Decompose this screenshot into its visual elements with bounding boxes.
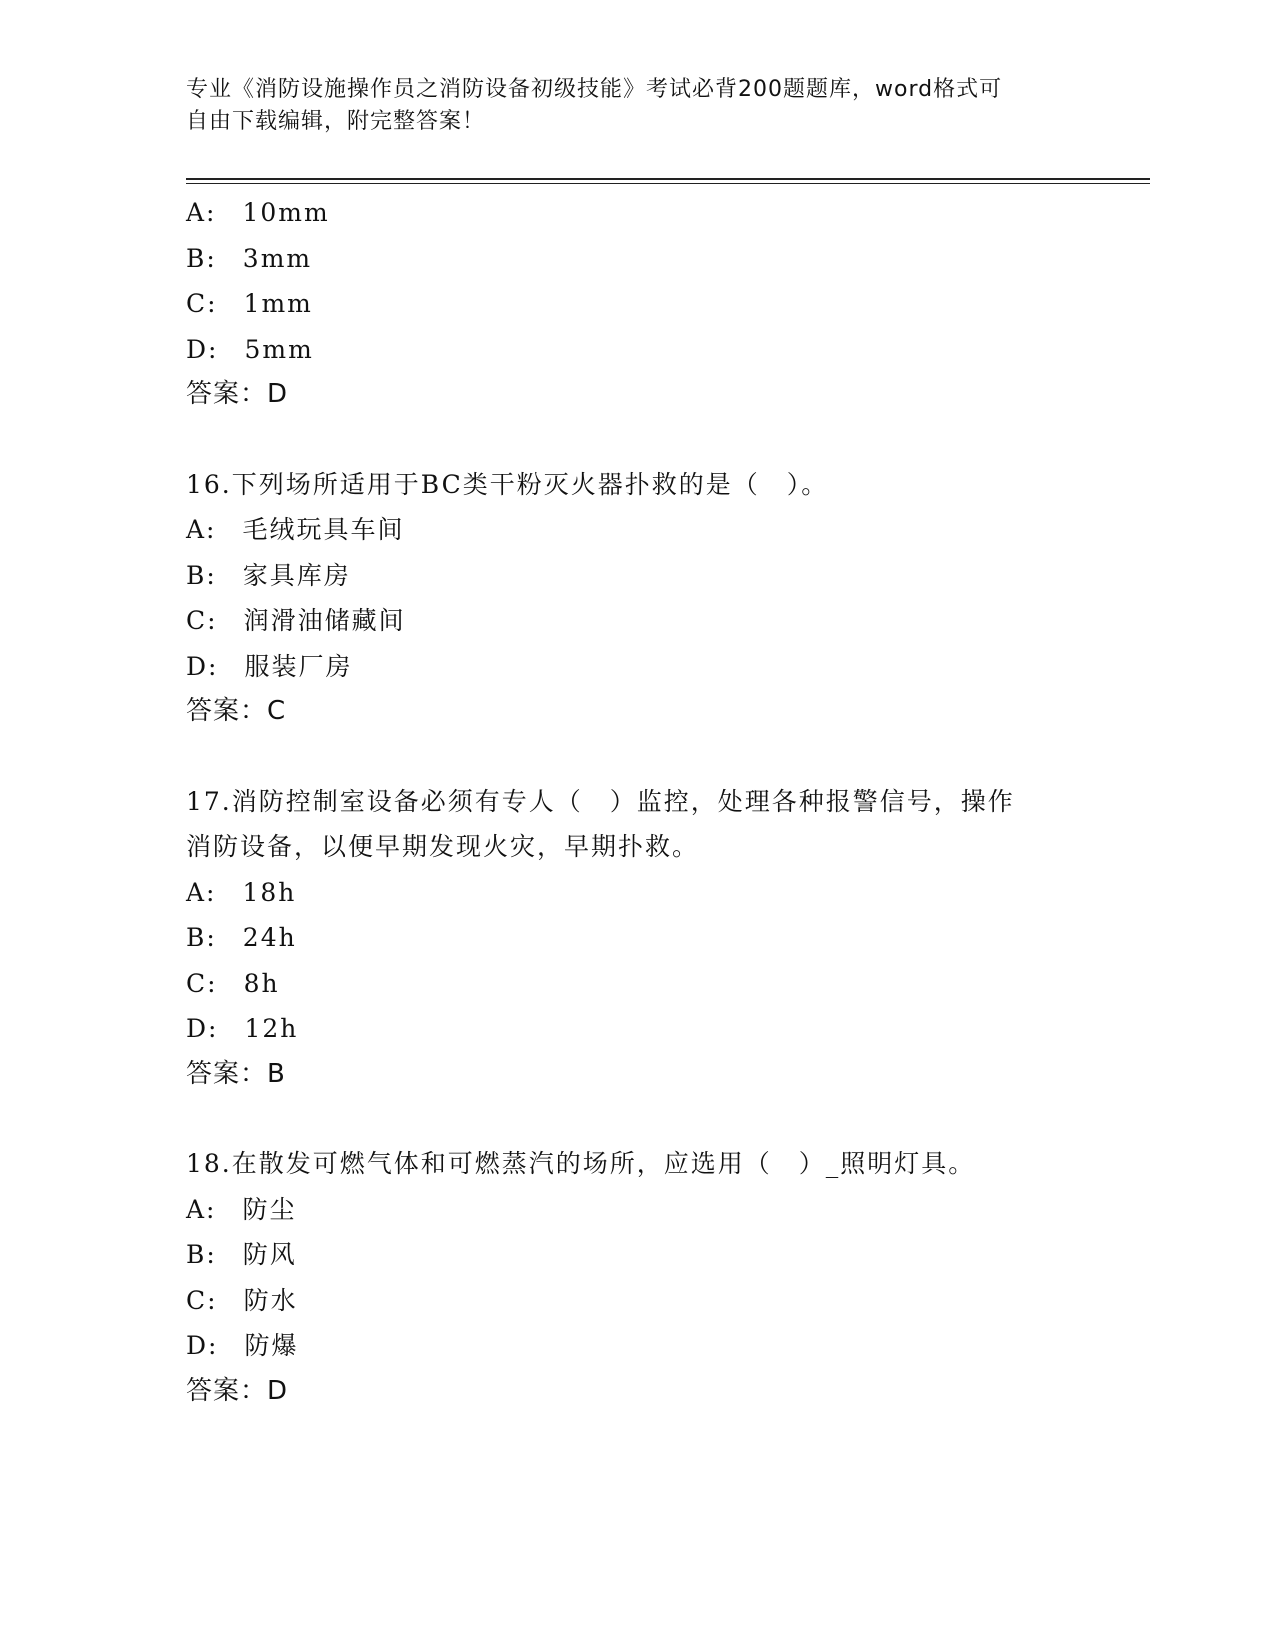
option-letter: D: [186,1331,219,1360]
question-block-18 [186,1141,1086,1414]
question-stem-line-2: 消防设备，以便早期发现火灾，早期扑救。 [186,832,700,861]
option-row-a [186,507,1086,553]
option-letter: C: [186,606,218,635]
answer-line: 答案：C [186,696,287,726]
option-row-c [186,281,1086,327]
option-letter: C: [186,968,218,998]
option-text: 12h [244,1014,299,1043]
option-text: 防水 [243,1285,298,1315]
header-title-line-2: 自由下载编辑，附完整答案！ [186,109,486,134]
option-letter: D: [186,334,219,364]
document-header [186,74,1086,138]
option-row-b [186,553,1086,599]
option-letter: C: [186,289,218,318]
question-stem: 16.下列场所适用于BC类干粉灭火器扑救的是（ ）。 [186,469,829,499]
answer-line: 答案：B [186,1058,286,1089]
option-text: 10mm [242,198,330,227]
option-text: 润滑油储藏间 [243,606,406,635]
header-title-line-1: 专业《消防设施操作员之消防设备初级技能》考试必背200题题库，word格式可 [186,77,1003,102]
question-block-15 [186,190,1086,418]
header-divider-thick [186,178,1150,180]
option-letter: B: [186,923,217,952]
answer-line: 答案：D [186,1375,289,1406]
option-letter: D: [186,1014,219,1043]
option-text: 1mm [243,289,313,318]
option-text: 防爆 [244,1331,299,1360]
option-letter: B: [186,243,217,273]
option-letter: B: [186,560,217,590]
option-row-b [186,236,1086,282]
question-stem-line-1: 17.消防控制室设备必须有专人（ ）监控，处理各种报警信号，操作 [186,786,1015,816]
header-divider-thin [186,183,1150,184]
option-row-d [186,1323,1086,1369]
option-letter: A: [186,877,217,907]
option-letter: A: [186,515,217,544]
question-list [186,190,1086,1414]
option-text: 5mm [244,334,314,364]
option-letter: C: [186,1285,218,1315]
option-text: 8h [243,968,280,998]
question-stem: 18.在散发可燃气体和可燃蒸汽的场所，应选用（ ）_照明灯具。 [186,1149,976,1178]
option-row-d [186,644,1086,690]
option-row-c [186,598,1086,644]
option-letter: B: [186,1240,217,1269]
option-row-a [186,1187,1086,1233]
option-row-b [186,1232,1086,1278]
answer-line: 答案：D [186,379,289,409]
option-text: 24h [242,923,297,952]
option-text: 3mm [242,243,313,273]
question-block-16 [186,462,1086,735]
option-letter: D: [186,651,219,681]
option-row-c [186,961,1086,1007]
option-row-d [186,1006,1086,1052]
option-row-d [186,327,1086,373]
option-text: 毛绒玩具车间 [242,515,405,544]
option-text: 家具库房 [242,560,351,590]
option-row-a [186,190,1086,236]
option-text: 防尘 [242,1194,297,1224]
option-letter: A: [186,198,217,227]
option-text: 18h [242,877,297,907]
option-text: 防风 [242,1240,297,1269]
option-row-b [186,915,1086,961]
option-letter: A: [186,1194,217,1224]
option-row-c [186,1278,1086,1324]
option-text: 服装厂房 [244,651,353,681]
option-row-a [186,870,1086,916]
question-block-17 [186,779,1086,1098]
